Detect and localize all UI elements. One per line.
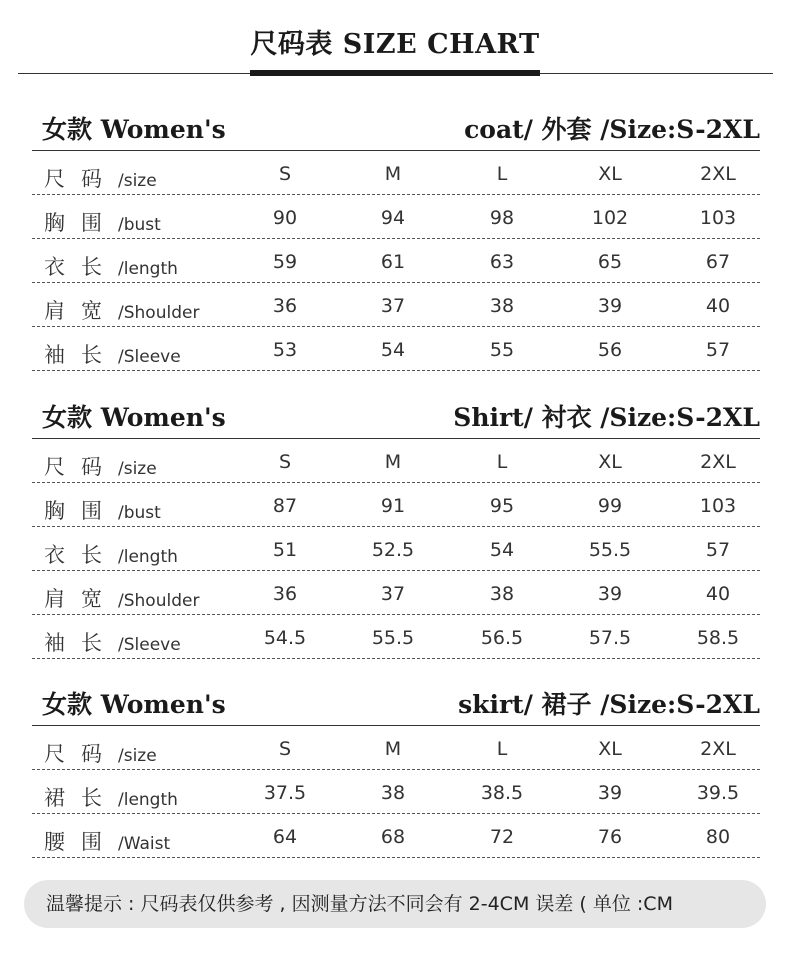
table-cell: M — [384, 451, 402, 473]
section-header — [32, 685, 760, 725]
table-cell: 90 — [272, 207, 298, 229]
row-label: 肩宽/Shoulder — [44, 587, 200, 611]
table-cell: 56.5 — [480, 627, 524, 649]
table-cell: 76 — [597, 826, 623, 848]
table-cell: 40 — [705, 295, 731, 317]
table-cell: 61 — [380, 251, 406, 273]
table-cell: XL — [598, 163, 622, 185]
section-header — [32, 398, 760, 438]
page-title: 尺码表 SIZE CHART — [250, 29, 540, 60]
table-cell: L — [496, 451, 508, 473]
table-cell: 57 — [705, 339, 731, 361]
table-cell: 38 — [489, 295, 515, 317]
table-cell: 55.5 — [371, 627, 415, 649]
table-cell: 36 — [272, 295, 298, 317]
table-cell: 37 — [380, 583, 406, 605]
table-cell: 38 — [489, 583, 515, 605]
table-cell: 87 — [272, 495, 298, 517]
table-cell: 39 — [597, 295, 623, 317]
table-cell: 53 — [272, 339, 298, 361]
table-cell: 56 — [597, 339, 623, 361]
row-label: 袖长/Sleeve — [44, 631, 181, 655]
section-category-label: coat/ 外套 /Size:S-2XL — [464, 115, 760, 144]
table-cell: 80 — [705, 826, 731, 848]
table-cell: 54.5 — [263, 627, 307, 649]
table-row — [32, 283, 760, 327]
coat-size-table — [32, 110, 760, 371]
section-header — [32, 110, 760, 150]
table-cell: 55 — [489, 339, 515, 361]
table-cell: 59 — [272, 251, 298, 273]
table-cell: S — [278, 738, 292, 760]
table-cell: M — [384, 163, 402, 185]
section-category-label: skirt/ 裙子 /Size:S-2XL — [458, 690, 760, 719]
table-cell: 57.5 — [588, 627, 632, 649]
table-row — [32, 770, 760, 814]
table-cell: 67 — [705, 251, 731, 273]
table-cell: 63 — [489, 251, 515, 273]
row-label: 肩宽/Shoulder — [44, 299, 200, 323]
table-cell: 57 — [705, 539, 731, 561]
table-cell: 102 — [591, 207, 629, 229]
table-row — [32, 814, 760, 858]
table-cell: S — [278, 163, 292, 185]
row-label: 尺码/size — [44, 742, 157, 766]
table-cell: 58.5 — [696, 627, 740, 649]
table-cell: 37.5 — [263, 782, 307, 804]
row-label: 袖长/Sleeve — [44, 343, 181, 367]
table-cell: 91 — [380, 495, 406, 517]
table-row — [32, 195, 760, 239]
section-gender-label: 女款 Women's — [42, 403, 226, 432]
row-label: 胸围/bust — [44, 211, 161, 235]
table-row — [32, 527, 760, 571]
table-cell: 51 — [272, 539, 298, 561]
table-row — [32, 327, 760, 371]
table-cell: XL — [598, 738, 622, 760]
section-gender-label: 女款 Women's — [42, 690, 226, 719]
section-gender-label: 女款 Women's — [42, 115, 226, 144]
row-label: 裙长/length — [44, 786, 178, 810]
measurement-note: 温馨提示 : 尺码表仅供参考 , 因测量方法不同会有 2-4CM 误差 ( 单位 :CM — [24, 880, 766, 928]
table-cell: 103 — [699, 495, 737, 517]
table-cell: 37 — [380, 295, 406, 317]
table-cell: 39.5 — [696, 782, 740, 804]
table-cell: 64 — [272, 826, 298, 848]
table-cell: 2XL — [700, 163, 736, 185]
title-underline — [250, 70, 540, 76]
table-cell: XL — [598, 451, 622, 473]
table-cell: 52.5 — [371, 539, 415, 561]
row-label: 尺码/size — [44, 455, 157, 479]
table-cell: 36 — [272, 583, 298, 605]
table-cell: 2XL — [700, 451, 736, 473]
table-cell: 39 — [597, 583, 623, 605]
table-cell: 65 — [597, 251, 623, 273]
table-cell: 95 — [489, 495, 515, 517]
table-cell: L — [496, 163, 508, 185]
table-cell: S — [278, 451, 292, 473]
table-row — [32, 439, 760, 483]
table-cell: 72 — [489, 826, 515, 848]
table-row — [32, 726, 760, 770]
table-cell: 38 — [380, 782, 406, 804]
table-row — [32, 151, 760, 195]
table-cell: 55.5 — [588, 539, 632, 561]
shirt-size-table — [32, 398, 760, 659]
table-cell: M — [384, 738, 402, 760]
table-row — [32, 239, 760, 283]
skirt-size-table — [32, 685, 760, 858]
table-cell: 2XL — [700, 738, 736, 760]
table-cell: 98 — [489, 207, 515, 229]
row-label: 衣长/length — [44, 543, 178, 567]
table-cell: 103 — [699, 207, 737, 229]
table-cell: 54 — [380, 339, 406, 361]
table-cell: 54 — [489, 539, 515, 561]
table-cell: 99 — [597, 495, 623, 517]
row-label: 尺码/size — [44, 167, 157, 191]
table-cell: 40 — [705, 583, 731, 605]
table-row — [32, 483, 760, 527]
table-cell: 38.5 — [480, 782, 524, 804]
table-row — [32, 615, 760, 659]
row-label: 腰围/Waist — [44, 830, 171, 854]
table-cell: L — [496, 738, 508, 760]
table-cell: 68 — [380, 826, 406, 848]
table-row — [32, 571, 760, 615]
table-cell: 39 — [597, 782, 623, 804]
row-label: 衣长/length — [44, 255, 178, 279]
row-label: 胸围/bust — [44, 499, 161, 523]
section-category-label: Shirt/ 衬衣 /Size:S-2XL — [453, 403, 760, 432]
table-cell: 94 — [380, 207, 406, 229]
